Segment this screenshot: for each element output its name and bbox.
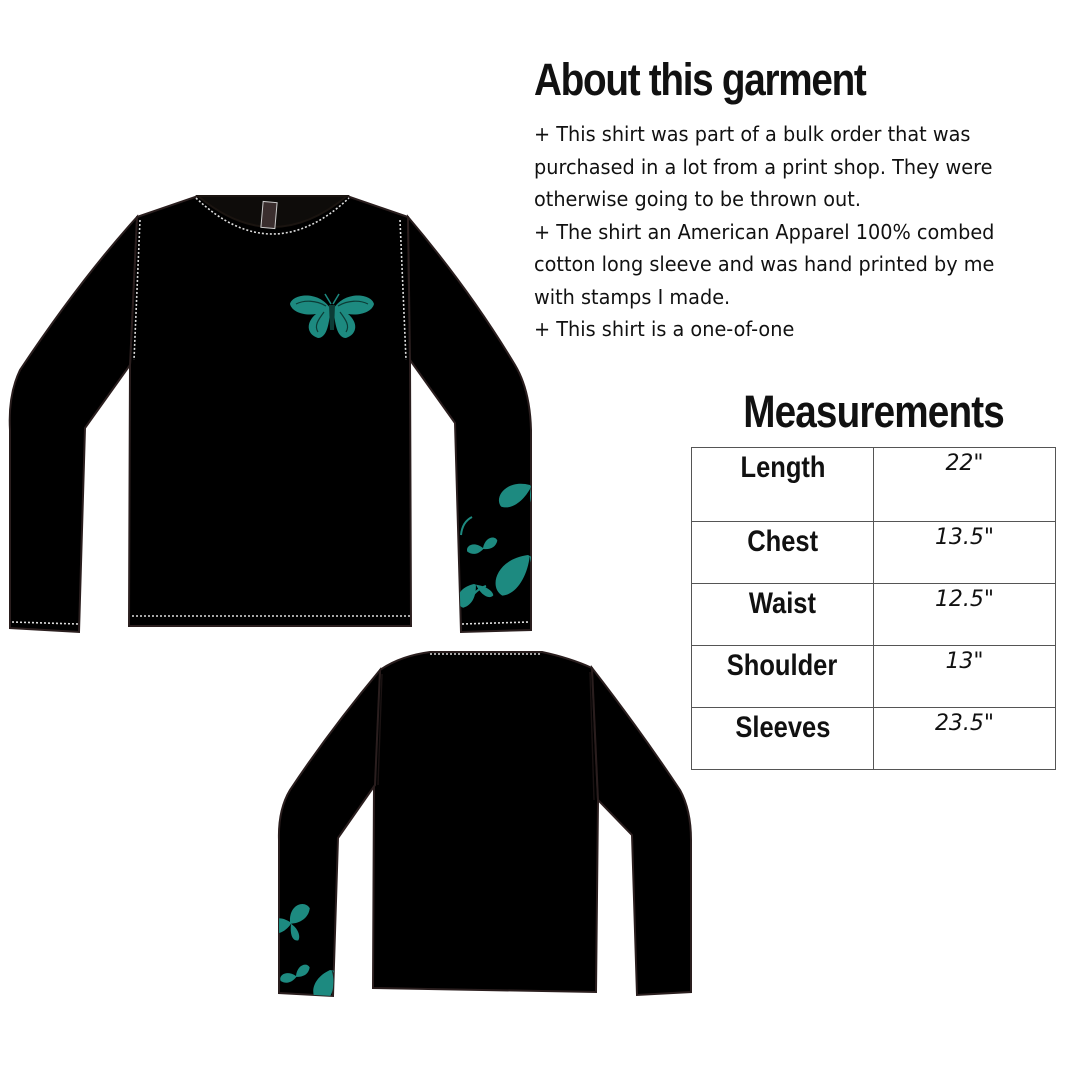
measurement-label: Shoulder	[692, 646, 874, 708]
about-line: cotton long sleeve and was hand printed by me	[534, 252, 995, 276]
about-section	[534, 52, 1064, 346]
front-body	[129, 196, 411, 626]
measurement-value: 23.5"	[874, 708, 1056, 770]
measurement-row-chest	[692, 522, 1056, 584]
measurement-row-shoulder	[692, 646, 1056, 708]
measurements-title: Measurements	[743, 386, 1005, 437]
measurements-table	[691, 447, 1056, 770]
measurement-value: 13.5"	[874, 522, 1056, 584]
about-title: About this garment	[534, 54, 866, 105]
about-line: with stamps I made.	[534, 284, 731, 309]
front-left-sleeve	[10, 217, 137, 632]
about-line: + The shirt an American Apparel 100% combed	[534, 219, 995, 244]
measurement-value: 22"	[874, 448, 1056, 522]
measurement-row-sleeves	[692, 708, 1056, 770]
back-left-sleeve	[279, 670, 380, 996]
measurement-label: Chest	[692, 522, 874, 584]
about-line: + This shirt was part of a bulk order that was	[534, 122, 971, 146]
back-right-sleeve	[592, 668, 691, 995]
about-line: otherwise going to be thrown out.	[534, 187, 861, 211]
measurement-value: 13"	[874, 646, 1056, 708]
about-line: purchased in a lot from a print shop. They were	[534, 154, 993, 179]
back-body	[373, 652, 598, 992]
measurement-row-waist	[692, 584, 1056, 646]
shirt-front-illustration	[0, 180, 540, 650]
measurement-label: Sleeves	[692, 708, 874, 770]
neck-label	[261, 201, 277, 228]
measurement-value: 12.5"	[874, 584, 1056, 646]
measurement-label: Waist	[692, 584, 874, 646]
shirt-back-illustration	[270, 640, 700, 1010]
about-line: + This shirt is a one-of-one	[534, 317, 795, 341]
measurement-row-length	[692, 448, 1056, 522]
measurement-label: Length	[692, 448, 874, 522]
